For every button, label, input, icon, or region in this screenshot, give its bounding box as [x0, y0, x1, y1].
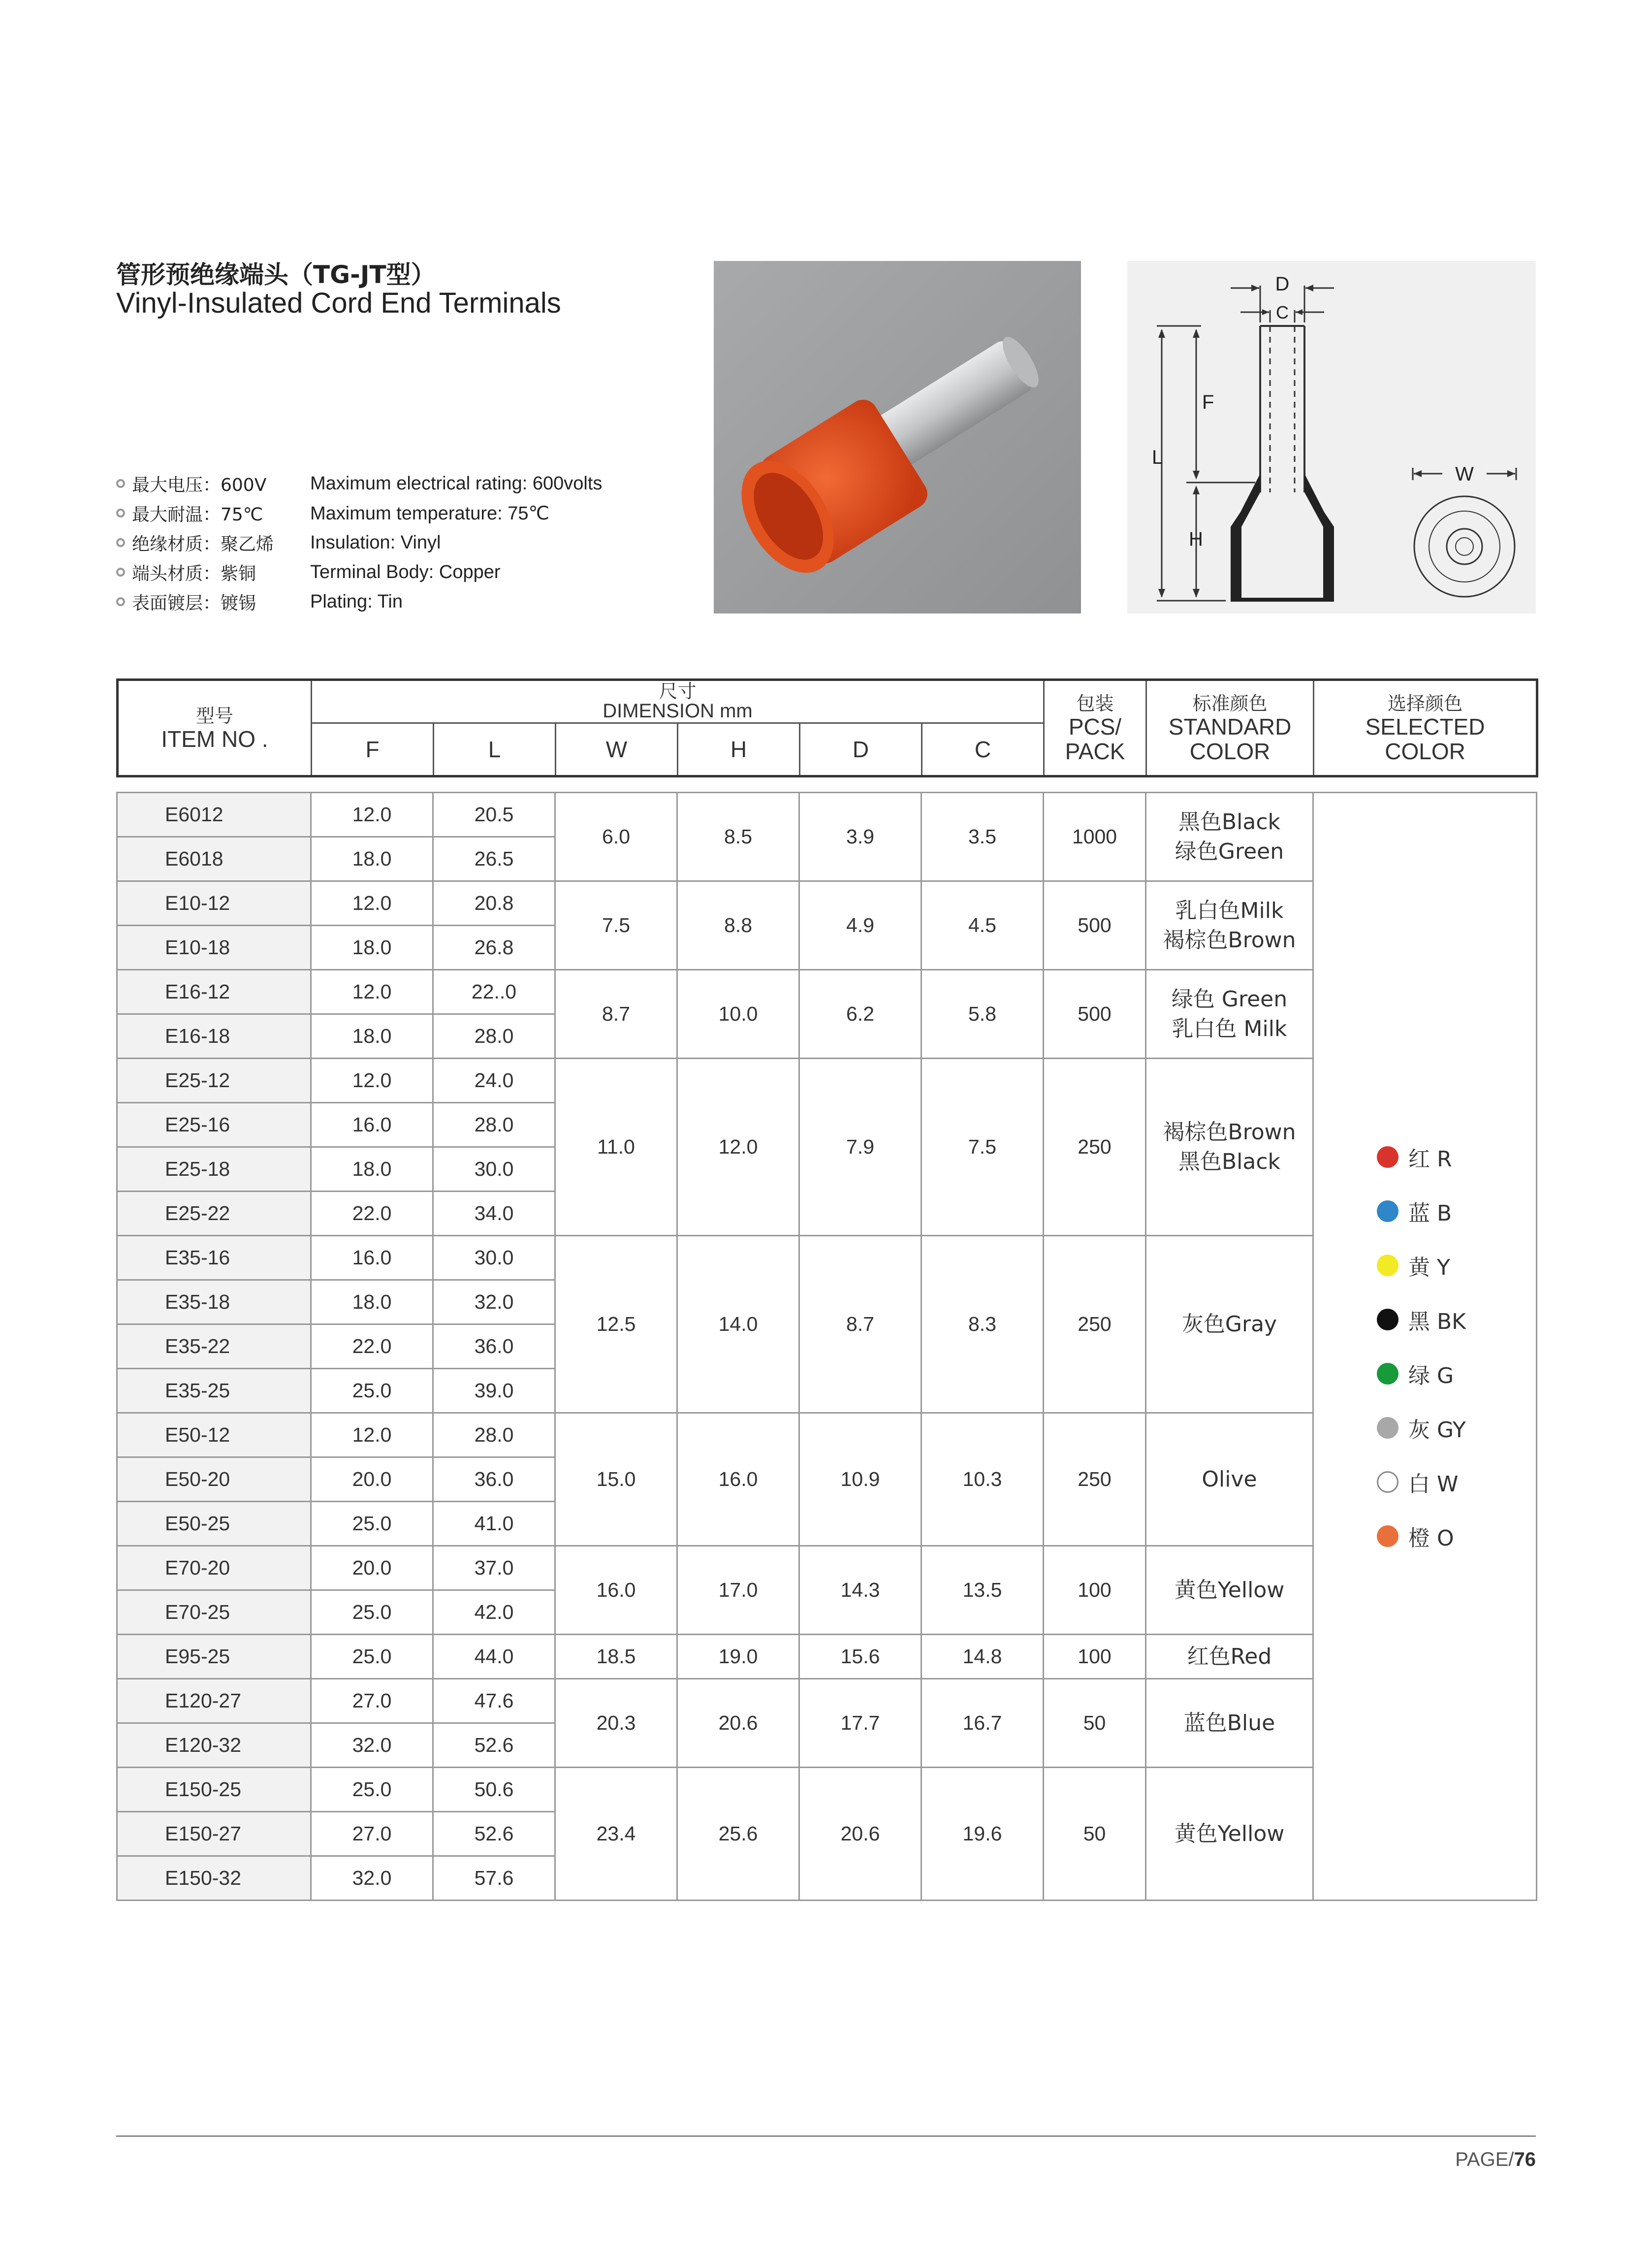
cell-pack: 100 [1044, 1635, 1146, 1679]
cell-l: 42.0 [433, 1590, 555, 1635]
standard-color-label: 黄色Yellow [1174, 1821, 1285, 1846]
spec-row [116, 587, 667, 616]
cell-c: 16.7 [921, 1679, 1044, 1768]
cell-f: 25.0 [311, 1590, 433, 1635]
cell-c: 19.6 [921, 1768, 1044, 1901]
color-dot-icon [1377, 1525, 1398, 1547]
cell-f: 18.0 [311, 926, 433, 970]
standard-color-label: Olive [1202, 1466, 1257, 1492]
selected-color-label: 红 R [1408, 1146, 1452, 1172]
cell-l: 32.0 [433, 1280, 555, 1324]
selected-color-item [1377, 1455, 1459, 1509]
header-sel-en-1: SELECTED [1365, 713, 1485, 740]
cell-l: 28.0 [433, 1103, 555, 1147]
dimension-drawing [1127, 261, 1536, 613]
cell-w: 23.4 [555, 1768, 677, 1901]
cell-l: 36.0 [433, 1324, 555, 1369]
cell-l: 57.6 [433, 1856, 555, 1901]
selected-color-label: 灰 GY [1408, 1417, 1466, 1443]
cell-l: 37.0 [433, 1546, 555, 1590]
cell-h: 10.0 [677, 970, 799, 1059]
cell-l: 28.0 [433, 1014, 555, 1059]
cell-d: 20.6 [799, 1768, 921, 1901]
terminal-spec-table [116, 792, 1537, 1901]
cell-c: 3.5 [921, 793, 1044, 881]
cell-h: 8.5 [677, 793, 799, 881]
cell-item-no: E50-12 [117, 1413, 311, 1457]
cell-d: 17.7 [799, 1679, 921, 1768]
page-number [1455, 2149, 1536, 2171]
standard-color-label: 绿色Green [1175, 838, 1284, 864]
cell-l: 47.6 [433, 1679, 555, 1723]
cell-item-no: E70-20 [117, 1546, 311, 1590]
cell-c: 8.3 [921, 1236, 1044, 1413]
color-dot-icon [1377, 1146, 1398, 1168]
cell-c: 4.5 [921, 881, 1044, 970]
selected-color-label: 白 W [1408, 1471, 1459, 1497]
cell-item-no: E6018 [117, 837, 311, 881]
spec-cn: 最大电压：600V [132, 475, 267, 495]
spec-en: Insulation: Vinyl [310, 532, 441, 553]
header-sel-cn: 选择颜色 [1388, 692, 1463, 714]
cell-c: 14.8 [921, 1635, 1044, 1679]
cell-h: 20.6 [677, 1679, 799, 1768]
header-item [118, 680, 312, 776]
spec-en: Plating: Tin [310, 591, 403, 612]
header-dimension [312, 680, 1044, 723]
cell-f: 12.0 [311, 881, 433, 926]
cell-d: 14.3 [799, 1546, 921, 1635]
standard-color-label: 绿色 Green [1171, 986, 1288, 1012]
cell-item-no: E16-12 [117, 970, 311, 1014]
header-dimension-en: DIMENSION mm [603, 700, 753, 722]
color-dot-icon [1377, 1471, 1398, 1493]
cell-selected-colors [1313, 793, 1537, 1901]
label-d: D [1275, 273, 1290, 295]
selected-color-item [1377, 1347, 1454, 1401]
cell-d: 15.6 [799, 1635, 921, 1679]
selected-color-list [1314, 1130, 1536, 1563]
cell-d: 3.9 [799, 793, 921, 881]
spec-en: Terminal Body: Copper [310, 561, 501, 582]
cell-l: 36.0 [433, 1457, 555, 1502]
spec-cn: 端头材质：紫铜 [132, 563, 256, 584]
cell-item-no: E6012 [117, 793, 311, 837]
cell-d: 6.2 [799, 970, 921, 1059]
cell-f: 12.0 [311, 970, 433, 1014]
cell-pack: 50 [1044, 1679, 1146, 1768]
cell-f: 16.0 [311, 1236, 433, 1280]
cell-item-no: E35-16 [117, 1236, 311, 1280]
selected-color-label: 绿 G [1408, 1363, 1454, 1388]
label-w: W [1455, 463, 1474, 485]
bullet-icon [116, 568, 125, 577]
cell-f: 18.0 [311, 1280, 433, 1324]
cell-pack: 250 [1044, 1059, 1146, 1236]
selected-color-item [1377, 1509, 1454, 1563]
page-label: PAGE/ [1455, 2149, 1514, 2170]
header-col-w: W [556, 723, 678, 776]
bullet-icon [116, 538, 125, 547]
cell-l: 50.6 [433, 1768, 555, 1812]
cell-f: 18.0 [311, 1147, 433, 1192]
cell-item-no: E50-20 [117, 1457, 311, 1502]
cell-item-no: E25-18 [117, 1147, 311, 1192]
cell-l: 30.0 [433, 1236, 555, 1280]
cell-h: 19.0 [677, 1635, 799, 1679]
cell-l: 24.0 [433, 1059, 555, 1103]
cell-f: 32.0 [311, 1723, 433, 1768]
cell-pack: 1000 [1044, 793, 1146, 881]
cell-f: 25.0 [311, 1635, 433, 1679]
bullet-icon [116, 479, 125, 488]
cell-item-no: E10-18 [117, 926, 311, 970]
selected-color-item [1377, 1130, 1452, 1184]
cell-f: 25.0 [311, 1369, 433, 1413]
standard-color-label: 黄色Yellow [1174, 1577, 1285, 1603]
cell-c: 13.5 [921, 1546, 1044, 1635]
cell-standard-color [1146, 881, 1313, 970]
standard-color-label: 黑色Black [1178, 809, 1281, 835]
cell-w: 20.3 [555, 1679, 677, 1768]
header-dimension-cn: 尺寸 [659, 680, 697, 702]
cell-l: 20.5 [433, 793, 555, 837]
cell-f: 32.0 [311, 1856, 433, 1901]
standard-color-label: 黑色Black [1178, 1149, 1281, 1174]
selected-color-label: 蓝 B [1408, 1200, 1452, 1226]
title-chinese: 管形预绝缘端头（TG-JT型） [116, 260, 436, 289]
cell-h: 17.0 [677, 1546, 799, 1635]
cell-l: 26.5 [433, 837, 555, 881]
cell-w: 6.0 [555, 793, 677, 881]
cell-f: 20.0 [311, 1546, 433, 1590]
cell-w: 16.0 [555, 1546, 677, 1635]
cell-l: 39.0 [433, 1369, 555, 1413]
spec-row [116, 498, 667, 528]
spec-row [116, 469, 667, 498]
color-dot-icon [1377, 1200, 1398, 1222]
standard-color-label: 褐棕色Brown [1163, 1119, 1296, 1145]
spec-en: Maximum electrical rating: 600volts [310, 473, 603, 494]
cell-f: 22.0 [311, 1192, 433, 1236]
cell-h: 25.6 [677, 1768, 799, 1901]
cell-f: 12.0 [311, 1413, 433, 1457]
cell-h: 14.0 [677, 1236, 799, 1413]
cell-d: 7.9 [799, 1059, 921, 1236]
label-h: H [1189, 528, 1203, 550]
cell-l: 22..0 [433, 970, 555, 1014]
cell-item-no: E150-32 [117, 1856, 311, 1901]
cell-h: 8.8 [677, 881, 799, 970]
bullet-icon [116, 597, 125, 606]
cell-c: 10.3 [921, 1413, 1044, 1546]
cell-pack: 500 [1044, 970, 1146, 1059]
header-col-c: C [922, 723, 1044, 776]
color-dot-icon [1377, 1417, 1398, 1439]
cell-l: 34.0 [433, 1192, 555, 1236]
cell-h: 12.0 [677, 1059, 799, 1236]
cell-l: 44.0 [433, 1635, 555, 1679]
selected-color-item [1377, 1184, 1452, 1238]
cell-standard-color [1146, 1413, 1313, 1546]
selected-color-label: 黄 Y [1408, 1255, 1450, 1280]
header-standard-color [1146, 680, 1314, 776]
cell-f: 20.0 [311, 1457, 433, 1502]
cell-f: 18.0 [311, 1014, 433, 1059]
cell-l: 26.8 [433, 926, 555, 970]
cell-pack: 250 [1044, 1236, 1146, 1413]
header-pack [1044, 680, 1146, 776]
standard-color-label: 灰色Gray [1181, 1311, 1277, 1337]
cell-l: 28.0 [433, 1413, 555, 1457]
cell-pack: 100 [1044, 1546, 1146, 1635]
cell-item-no: E150-27 [117, 1812, 311, 1856]
header-std-en-2: COLOR [1189, 738, 1271, 764]
cell-item-no: E25-22 [117, 1192, 311, 1236]
header-col-d: D [800, 723, 922, 776]
cell-item-no: E50-25 [117, 1502, 311, 1546]
cell-pack: 250 [1044, 1413, 1146, 1546]
cell-item-no: E120-27 [117, 1679, 311, 1723]
selected-color-label: 黑 BK [1408, 1309, 1466, 1334]
label-f: F [1202, 391, 1214, 413]
cell-w: 15.0 [555, 1413, 677, 1546]
cell-d: 4.9 [799, 881, 921, 970]
standard-color-label: 乳白色 Milk [1172, 1016, 1287, 1041]
color-dot-icon [1377, 1363, 1398, 1385]
cell-standard-color [1146, 1546, 1313, 1635]
table-header [116, 678, 1538, 777]
cell-item-no: E35-22 [117, 1324, 311, 1369]
cell-w: 18.5 [555, 1635, 677, 1679]
cell-standard-color [1146, 1768, 1313, 1901]
cell-standard-color [1146, 793, 1313, 881]
cell-w: 11.0 [555, 1059, 677, 1236]
cell-f: 12.0 [311, 1059, 433, 1103]
cell-f: 27.0 [311, 1812, 433, 1856]
header-col-l: L [434, 723, 556, 776]
spec-cn: 表面镀层：镀锡 [132, 593, 256, 613]
cell-c: 5.8 [921, 970, 1044, 1059]
standard-color-label: 乳白色Milk [1175, 898, 1284, 923]
label-c: C [1276, 302, 1289, 322]
cell-w: 12.5 [555, 1236, 677, 1413]
label-l: L [1152, 447, 1163, 468]
cell-d: 8.7 [799, 1236, 921, 1413]
cell-item-no: E70-25 [117, 1590, 311, 1635]
header-pack-cn: 包装 [1076, 692, 1114, 714]
cell-f: 22.0 [311, 1324, 433, 1369]
cell-w: 7.5 [555, 881, 677, 970]
header-std-en-1: STANDARD [1168, 713, 1292, 740]
spec-list [116, 469, 667, 616]
cell-f: 25.0 [311, 1768, 433, 1812]
footer-divider [116, 2135, 1536, 2137]
header-item-en: ITEM NO . [161, 726, 268, 752]
standard-color-label: 红色Red [1187, 1644, 1272, 1669]
header-item-cn: 型号 [195, 705, 233, 727]
header-sel-en-2: COLOR [1385, 738, 1465, 764]
cell-l: 41.0 [433, 1502, 555, 1546]
dimension-drawing-svg [1127, 261, 1536, 613]
title-english: Vinyl-Insulated Cord End Terminals [116, 287, 561, 319]
cell-standard-color [1146, 970, 1313, 1059]
cell-standard-color [1146, 1679, 1313, 1768]
spec-cn: 绝缘材质：聚乙烯 [132, 534, 274, 554]
cell-item-no: E35-18 [117, 1280, 311, 1324]
standard-color-label: 褐棕色Brown [1163, 927, 1296, 953]
cell-item-no: E95-25 [117, 1635, 311, 1679]
header-pack-en-1: PCS/ [1068, 713, 1122, 740]
cell-c: 7.5 [921, 1059, 1044, 1236]
cell-pack: 500 [1044, 881, 1146, 970]
cell-d: 10.9 [799, 1413, 921, 1546]
selected-color-label: 橙 O [1408, 1525, 1454, 1551]
cell-h: 16.0 [677, 1413, 799, 1546]
cell-standard-color [1146, 1236, 1313, 1413]
cell-f: 16.0 [311, 1103, 433, 1147]
cell-item-no: E120-32 [117, 1723, 311, 1768]
cell-item-no: E16-18 [117, 1014, 311, 1059]
header-col-f: F [312, 723, 434, 776]
cell-standard-color [1146, 1635, 1313, 1679]
selected-color-item [1377, 1401, 1466, 1455]
cell-f: 27.0 [311, 1679, 433, 1723]
header-selected-color [1314, 680, 1537, 776]
cell-f: 25.0 [311, 1502, 433, 1546]
product-photo-illustration [714, 261, 1081, 613]
cell-standard-color [1146, 1059, 1313, 1236]
page-number-value: 76 [1514, 2149, 1536, 2170]
cell-item-no: E35-25 [117, 1369, 311, 1413]
cell-l: 30.0 [433, 1147, 555, 1192]
bullet-icon [116, 509, 125, 517]
selected-color-item [1377, 1292, 1466, 1347]
cell-f: 12.0 [311, 793, 433, 837]
spec-row [116, 557, 667, 587]
cell-item-no: E10-12 [117, 881, 311, 926]
cell-l: 20.8 [433, 881, 555, 926]
spec-row [116, 528, 667, 557]
cell-w: 8.7 [555, 970, 677, 1059]
standard-color-label: 蓝色Blue [1183, 1710, 1275, 1736]
header-std-cn: 标准颜色 [1192, 692, 1268, 714]
spec-en: Maximum temperature: 75℃ [310, 503, 550, 524]
table-row [117, 793, 1537, 837]
selected-color-item [1377, 1238, 1450, 1292]
cell-item-no: E25-16 [117, 1103, 311, 1147]
cell-item-no: E25-12 [117, 1059, 311, 1103]
spec-cn: 最大耐温：75℃ [132, 504, 263, 525]
product-photo [714, 261, 1081, 613]
cell-item-no: E150-25 [117, 1768, 311, 1812]
header-pack-en-2: PACK [1065, 738, 1125, 764]
cell-l: 52.6 [433, 1723, 555, 1768]
cell-pack: 50 [1044, 1768, 1146, 1901]
color-dot-icon [1377, 1255, 1398, 1276]
color-dot-icon [1377, 1309, 1398, 1330]
cell-l: 52.6 [433, 1812, 555, 1856]
cell-f: 18.0 [311, 837, 433, 881]
header-col-h: H [678, 723, 800, 776]
